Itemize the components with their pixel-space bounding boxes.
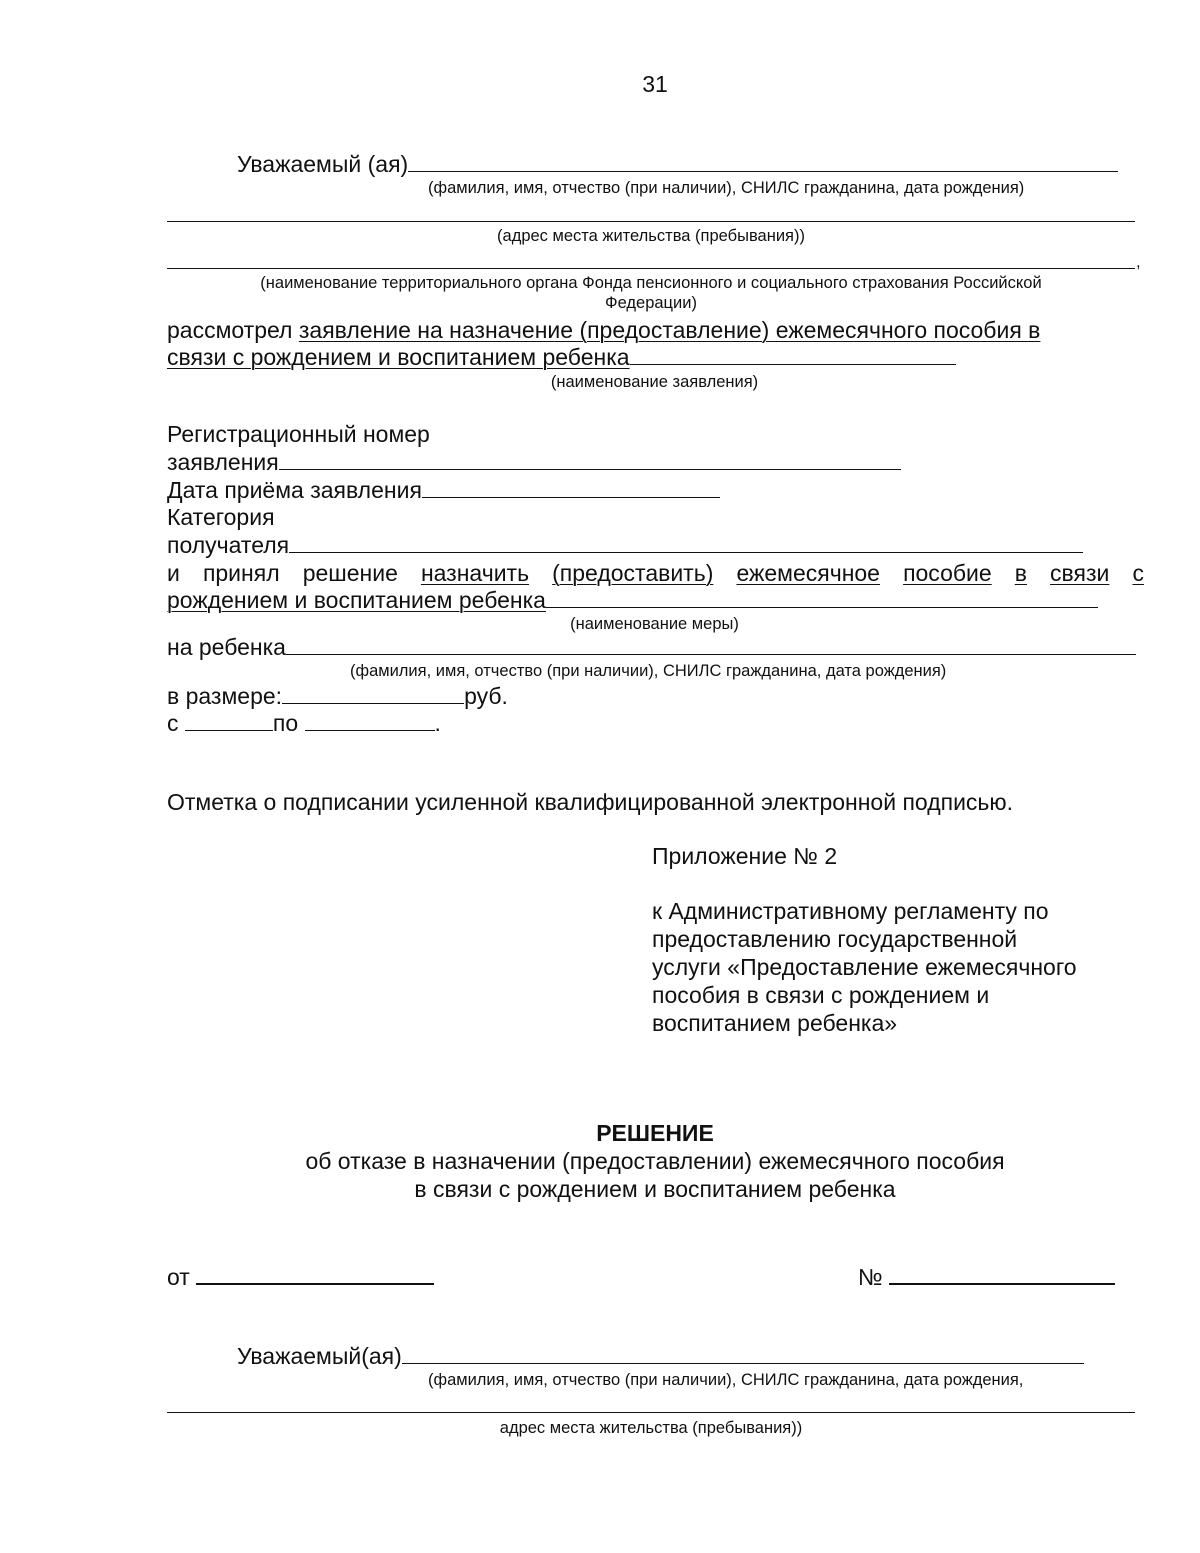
reviewed-line-1: рассмотрел заявление на назначение (предоставление) ежемесячного пособия в [167, 317, 1041, 343]
decision-subtitle-2: в связи с рождением и воспитанием ребенка [414, 1176, 896, 1202]
from-date-field: от [167, 1259, 434, 1291]
caption-measure: (наименование меры) [570, 615, 739, 633]
amount-field: в размере: руб. [167, 683, 508, 709]
caption-organ-1: (наименование территориального органа Фонда пенсионного и социального страхования Российской [260, 274, 1042, 292]
caption-person-2: (фамилия, имя, отчество (при наличии), СНИЛС гражданина, дата рождения, [428, 1371, 1024, 1389]
appendix-text-5: воспитанием ребенка» [652, 1010, 898, 1036]
caption-application: (наименование заявления) [550, 373, 759, 391]
decision-heading: РЕШЕНИЕ [596, 1120, 714, 1146]
recipient-blank [408, 151, 1118, 172]
greeting-label: Уважаемый (ая) [237, 150, 1118, 178]
appendix-title: Приложение № 2 [652, 843, 838, 869]
category-label: Категория [167, 504, 275, 530]
caption-person: (фамилия, имя, отчество (при наличии), СНИЛС гражданина, дата рождения) [428, 179, 1025, 197]
reg-number-field: заявления [167, 448, 901, 476]
appendix-text-2: предоставлению государственной [652, 926, 1018, 952]
greeting-2-label: Уважаемый(ая) [237, 1342, 1084, 1370]
caption-organ-2: Федерации) [605, 294, 697, 312]
address-line [167, 221, 1135, 222]
appendix-text-4: пособия в связи с рождением и [652, 982, 990, 1008]
caption-address: (адрес места жительства (пребывания)) [497, 227, 805, 245]
caption-address-2: адрес места жительства (пребывания)) [499, 1419, 803, 1437]
decision-line-2: рождением и воспитанием ребенка [167, 586, 1098, 614]
signature-note: Отметка о подписании усиленной квалифицированной электронной подписью. [167, 789, 1014, 815]
period-field: с по . [167, 710, 441, 736]
page-number: 31 [642, 71, 668, 97]
reviewed-line-2: связи с рождением и воспитанием ребенка [167, 343, 956, 371]
trailing-comma: , [1136, 253, 1141, 271]
decision-subtitle-1: об отказе в назначении (предоставлении) ежемесячного пособия [305, 1148, 1005, 1174]
category-field: получателя [167, 531, 1083, 559]
reg-number-label: Регистрационный номер [167, 421, 430, 447]
acceptance-date-field: Дата приёма заявления [167, 476, 720, 504]
child-field: на ребенка [167, 633, 1136, 661]
appendix-text-3: услуги «Предоставление ежемесячного [652, 954, 1077, 980]
organ-line [167, 268, 1135, 269]
decision-line-1: и принял решение назначить (предоставить) ежемесячное пособие в связи с [167, 560, 1144, 586]
decision-number-field: № [858, 1259, 1115, 1291]
application-name: заявление на назначение (предоставление) ежемесячного пособия в [298, 317, 1041, 343]
address-line-2 [167, 1412, 1135, 1413]
caption-child: (фамилия, имя, отчество (при наличии), СНИЛС гражданина, дата рождения) [350, 662, 947, 680]
appendix-text-1: к Административному регламенту по [652, 898, 1049, 924]
